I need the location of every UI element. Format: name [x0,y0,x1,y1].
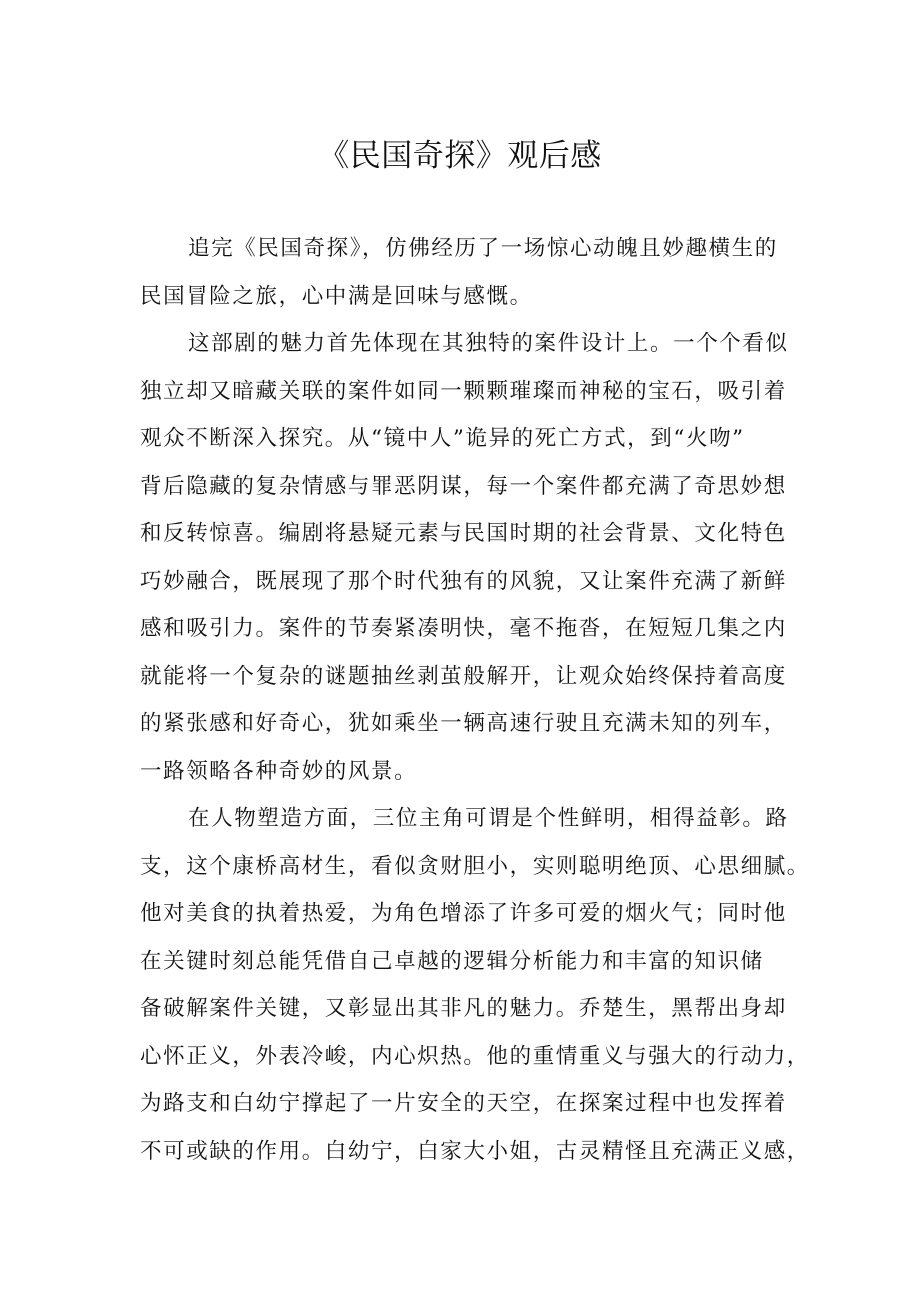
paragraph-3 [140,795,810,1175]
document-body [140,225,810,1175]
paragraph-1-line-2: 民国冒险之旅，心中满是回味与感慨。 [140,283,533,309]
paragraph-2-line-9: 的紧张感和好奇心，犹如乘坐一辆高速行驶且充满未知的列车， [140,711,787,736]
paragraph-3-line-3: 他对美食的执着热爱，为角色增添了许多可爱的烟火气；同时他 [140,901,787,926]
document-title: 《民国奇探》观后感 [318,138,602,174]
paragraph-3-line-1: 在人物塑造方面，三位主角可谓是个性鲜明，相得益彰。路 [188,806,789,831]
paragraph-3-line-7: 为路支和白幼宁撑起了一片安全的天空，在探案过程中也发挥着 [140,1091,787,1116]
paragraph-2-line-1: 这部剧的魅力首先体现在其独特的案件设计上。一个个看似 [188,331,789,356]
paragraph-2 [140,320,789,795]
paragraph-3-line-5: 备破解案件关键，又彰显出其非凡的魅力。乔楚生，黑帮出身却 [140,996,787,1021]
paragraph-1-line-1: 追完《民国奇探》，仿佛经历了一场惊心动魄且妙趣横生的 [188,236,778,261]
paragraph-3-line-4: 在关键时刻总能凭借自己卓越的逻辑分析能力和丰富的知识储 [140,948,764,974]
paragraph-2-line-3: 观众不断深入探究。从“镜中人”诡异的死亡方式，到“火吻” [140,426,745,451]
paragraph-2-line-5: 和反转惊喜。编剧将悬疑元素与民国时期的社会背景、文化特色 [140,521,787,546]
paragraph-2-line-4: 背后隐藏的复杂情感与罪恶阴谋，每一个案件都充满了奇思妙想 [140,473,787,499]
paragraph-3-line-8: 不可或缺的作用。白幼宁，白家大小姐，古灵精怪且充满正义感， [140,1138,810,1164]
paragraph-3-line-2: 支，这个康桥高材生，看似贪财胆小，实则聪明绝顶、心思细腻。 [140,853,810,879]
paragraph-2-line-7: 感和吸引力。案件的节奏紧凑明快，毫不拖沓，在短短几集之内 [140,616,787,641]
paragraph-2-line-10: 一路领略各种奇妙的风景。 [140,758,418,784]
paragraph-1 [140,225,785,320]
paragraph-3-line-6: 心怀正义，外表冷峻，内心炽热。他的重情重义与强大的行动力， [140,1043,810,1069]
paragraph-2-line-2: 独立却又暗藏关联的案件如同一颗颗璀璨而神秘的宝石，吸引着 [140,378,787,404]
paragraph-2-line-8: 就能将一个复杂的谜题抽丝剥茧般解开，让观众始终保持着高度 [140,663,787,689]
paragraph-2-line-6: 巧妙融合，既展现了那个时代独有的风貌，又让案件充满了新鲜 [140,568,787,594]
